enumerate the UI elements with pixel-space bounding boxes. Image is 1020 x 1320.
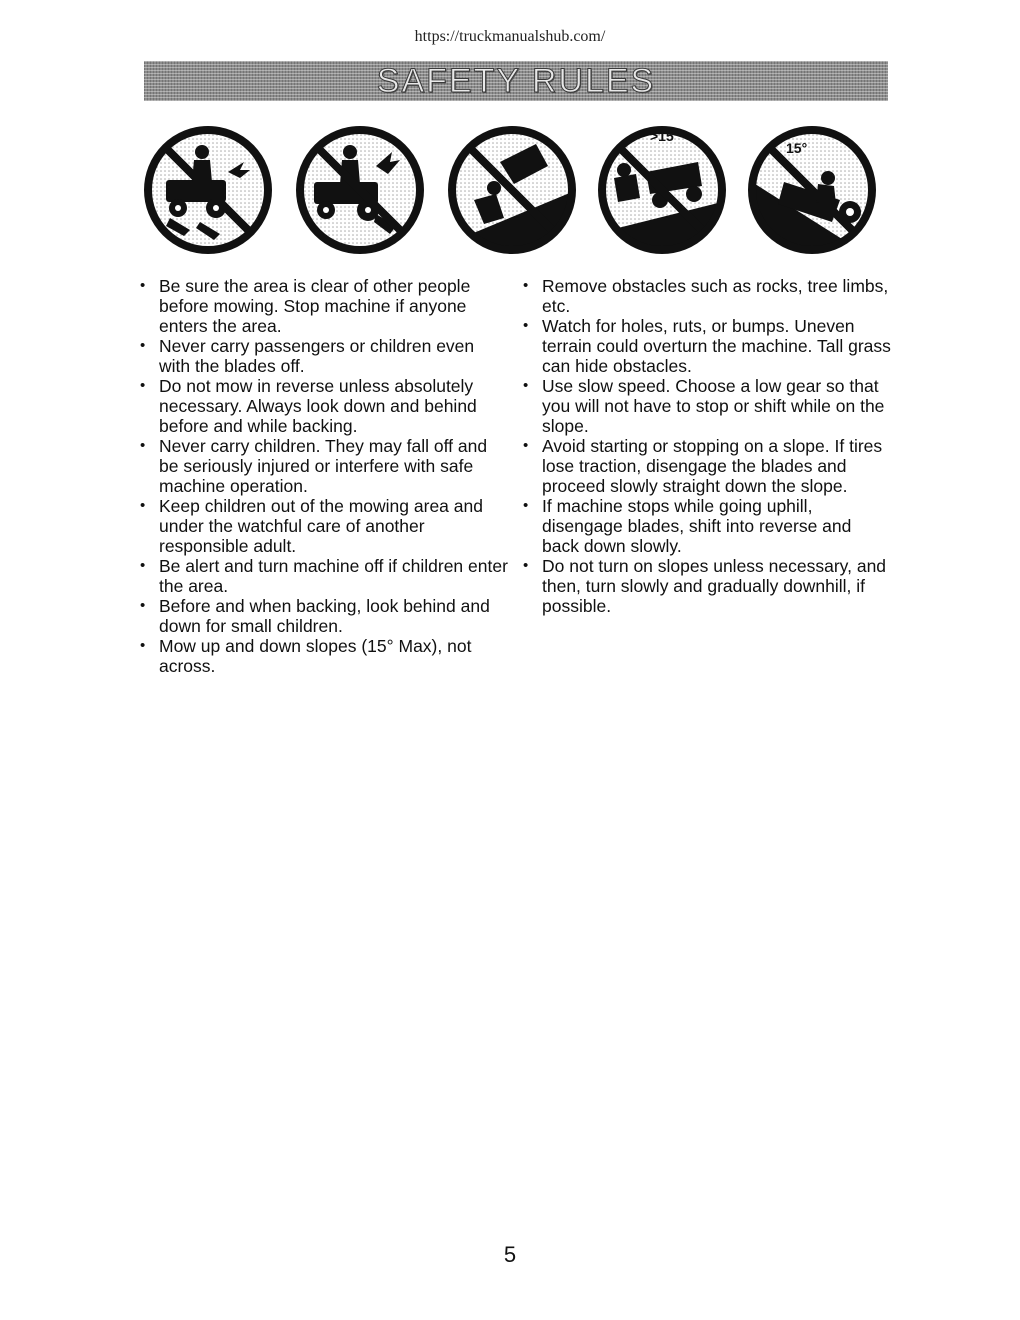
list-item: • Before and when backing, look behind and down for small children. [140,596,510,636]
section-banner [144,61,888,101]
slope-angle-label: >15° [650,128,680,144]
safety-rules-right-column [523,276,893,616]
list-item: • Avoid starting or stopping on a slope. If tires lose traction, disengage the blades and proceed slowly straight down the slope. [523,436,893,496]
list-item: • If machine stops while going uphill, disengage blades, shift into reverse and back down slowly. [523,496,893,556]
no-mowing-near-people-icon [140,122,276,258]
slope-angle-label: 15° [786,140,808,156]
list-item: • Use slow speed. Choose a low gear so that you will not have to stop or shift while on the slope. [523,376,893,436]
safety-rules-left-column [140,276,510,676]
list-item: • Never carry children. They may fall off and be seriously injured or interfere with safe machine operation. [140,436,510,496]
list-item: • Remove obstacles such as rocks, tree limbs, etc. [523,276,893,316]
source-url: https://truckmanualshub.com/ [414,28,606,45]
list-item: • Watch for holes, ruts, or bumps. Uneven terrain could overturn the machine. Tall grass can hide obstacles. [523,316,893,376]
list-item: • Do not mow in reverse unless absolutely necessary. Always look down and behind before and while backing. [140,376,510,436]
no-passengers-icon [292,122,428,258]
list-item: • Mow up and down slopes (15° Max), not across. [140,636,510,676]
page-title: SAFETY RULES [376,61,656,100]
no-mowing-across-slope-icon [444,122,580,258]
slope-limit-icon [744,122,880,258]
safety-icon-row [140,122,880,262]
list-item: • Keep children out of the mowing area and under the watchful care of another responsible adult. [140,496,510,556]
list-item: • Be alert and turn machine off if children enter the area. [140,556,510,596]
list-item: • Do not turn on slopes unless necessary, and then, turn slowly and gradually downhill, if possible. [523,556,893,616]
page-number: 5 [503,1242,517,1267]
list-item: • Never carry passengers or children even with the blades off. [140,336,510,376]
list-item: • Be sure the area is clear of other people before mowing. Stop machine if anyone enters the area. [140,276,510,336]
